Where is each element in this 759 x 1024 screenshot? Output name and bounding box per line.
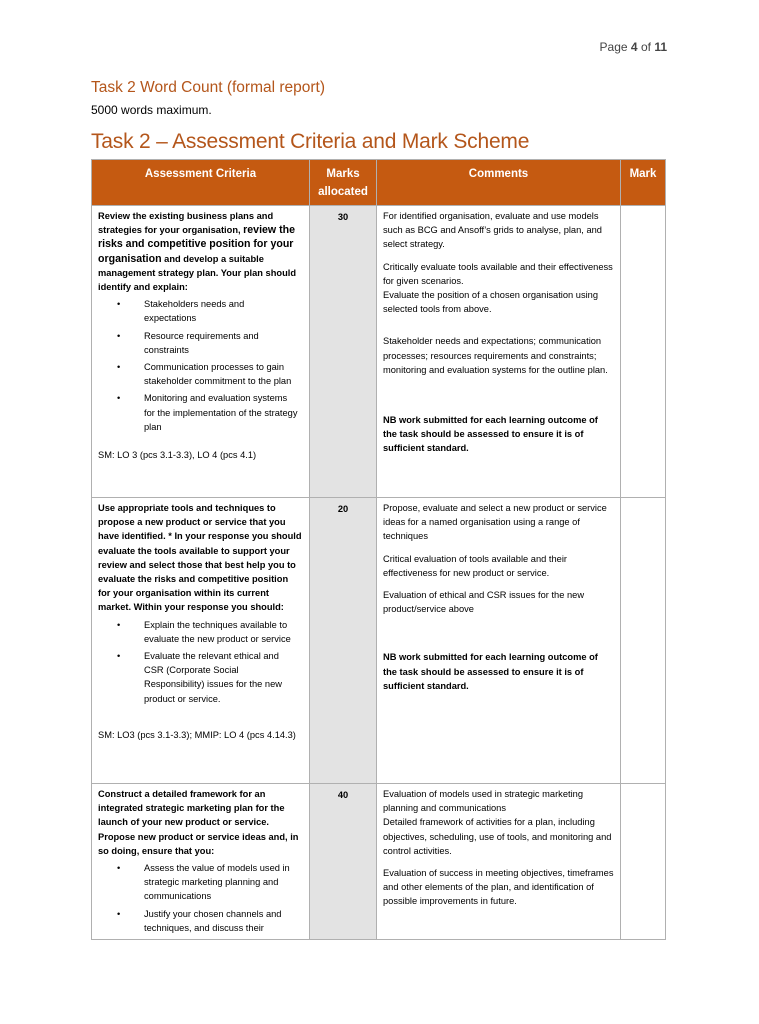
marks-allocated: 20 (310, 498, 377, 784)
criteria-text: Use appropriate tools and techniques to propose a new product or service that you have identified. * In your response you should evaluate the tools available to support your review and select those that best help you to evaluate the risks and competitive position for your organisation within its current market. Within your response you should: (98, 503, 302, 613)
criteria-bullets (98, 861, 303, 935)
list-item: • Stakeholders needs and expectations (117, 299, 245, 324)
header-marks-line2: allocated (318, 186, 368, 198)
syllabus-note: SM: LO 3 (pcs 3.1-3.3), LO 4 (pcs 4.1) (98, 450, 257, 461)
comment-text: Evaluate the position of a chosen organisation using selected tools from above. (383, 290, 599, 315)
section-heading: Task 2 – Assessment Criteria and Mark Scheme (91, 130, 530, 153)
header-marks (310, 160, 377, 206)
mark-cell[interactable] (621, 206, 666, 498)
criteria-bullets (98, 297, 303, 434)
table-row (92, 206, 666, 498)
word-count-title: Task 2 Word Count (formal report) (91, 79, 326, 96)
mark-cell[interactable] (621, 784, 666, 940)
page-number (600, 40, 667, 54)
table-header-row (92, 160, 666, 206)
page-label: Page (599, 40, 628, 54)
comment-text: Detailed framework of activities for a plan, including objectives, scheduling, use of tools, and monitoring and control activities. (383, 817, 612, 856)
nb-note: NB work submitted for each learning outcome of the task should be assessed to ensure it is of sufficient standard. (383, 652, 598, 691)
header-mark: Mark (621, 160, 666, 206)
comments-cell (377, 784, 621, 940)
comments-cell (377, 206, 621, 498)
header-marks-line1: Marks (326, 168, 360, 180)
table-row (92, 784, 666, 940)
page-total: 11 (654, 40, 667, 54)
header-comments: Comments (377, 160, 621, 206)
comment-text: Critically evaluate tools available and their effectiveness for given scenarios. (383, 261, 613, 286)
comment-text: Evaluation of ethical and CSR issues for the new product/service above (383, 590, 585, 615)
marks-allocated: 40 (310, 784, 377, 940)
comment-text: Critical evaluation of tools available and their effectiveness for new product or service. (383, 553, 567, 578)
list-item: • Communication processes to gain stakeholder commitment to the plan (117, 362, 292, 387)
comment-text: For identified organisation, evaluate and use models such as BCG and Ansoff’s grids to analyse, plan, and select strategy. (383, 211, 602, 250)
header-criteria: Assessment Criteria (92, 160, 310, 206)
nb-note: NB work submitted for each learning outcome of the task should be assessed to ensure it is of sufficient standard. (383, 415, 598, 454)
table-row (92, 498, 666, 784)
criteria-text: Construct a detailed framework for an integrated strategic marketing plan for the launch of your new product or service. Propose new product or service ideas and, in so doing, ensure that you: (98, 789, 299, 856)
assessment-table (91, 159, 666, 940)
criteria-cell (92, 498, 310, 784)
page-current: 4 (630, 40, 638, 54)
criteria-bullets (98, 618, 303, 706)
criteria-text-emphasis: review the risks and competitive position for your organisation (98, 224, 295, 265)
mark-cell[interactable] (621, 498, 666, 784)
comment-text: Propose, evaluate and select a new product or service ideas for a named organisation using a range of techniques (383, 503, 607, 542)
comment-text: Stakeholder needs and expectations; communication processes; resources requirements and constraints; monitoring and evaluation systems for the outline plan. (383, 336, 608, 375)
list-item: • Explain the techniques available to evaluate the new product or service (117, 619, 291, 644)
comment-text: Evaluation of success in meeting objectives, timeframes and other elements of the plan, and identification of possible improvements in future. (383, 868, 614, 907)
comment-text: Evaluation of models used in strategic marketing planning and communications (383, 789, 583, 814)
criteria-text: Review the existing business plans and strategies for your organisation, (98, 211, 274, 236)
page-of: of (640, 40, 651, 54)
criteria-cell (92, 784, 310, 940)
criteria-text-end: and develop a suitable management strategy plan. Your plan should identify and explain: (98, 253, 297, 293)
list-item: • Resource requirements and constraints (117, 330, 259, 355)
criteria-cell (92, 206, 310, 498)
list-item: • Assess the value of models used in strategic marketing planning and communications (117, 863, 290, 902)
syllabus-note: SM: LO3 (pcs 3.1-3.3); MMIP: LO 4 (pcs 4.14.3) (98, 729, 296, 740)
marks-allocated: 30 (310, 206, 377, 498)
comments-cell (377, 498, 621, 784)
list-item: • Justify your chosen channels and techniques, and discuss their (117, 908, 282, 933)
list-item: • Evaluate the relevant ethical and CSR (Corporate Social Responsibility) issues for the new product or service. (117, 651, 282, 704)
list-item: • Monitoring and evaluation systems for the implementation of the strategy plan (117, 393, 298, 432)
word-count-limit: 5000 words maximum. (91, 103, 212, 117)
